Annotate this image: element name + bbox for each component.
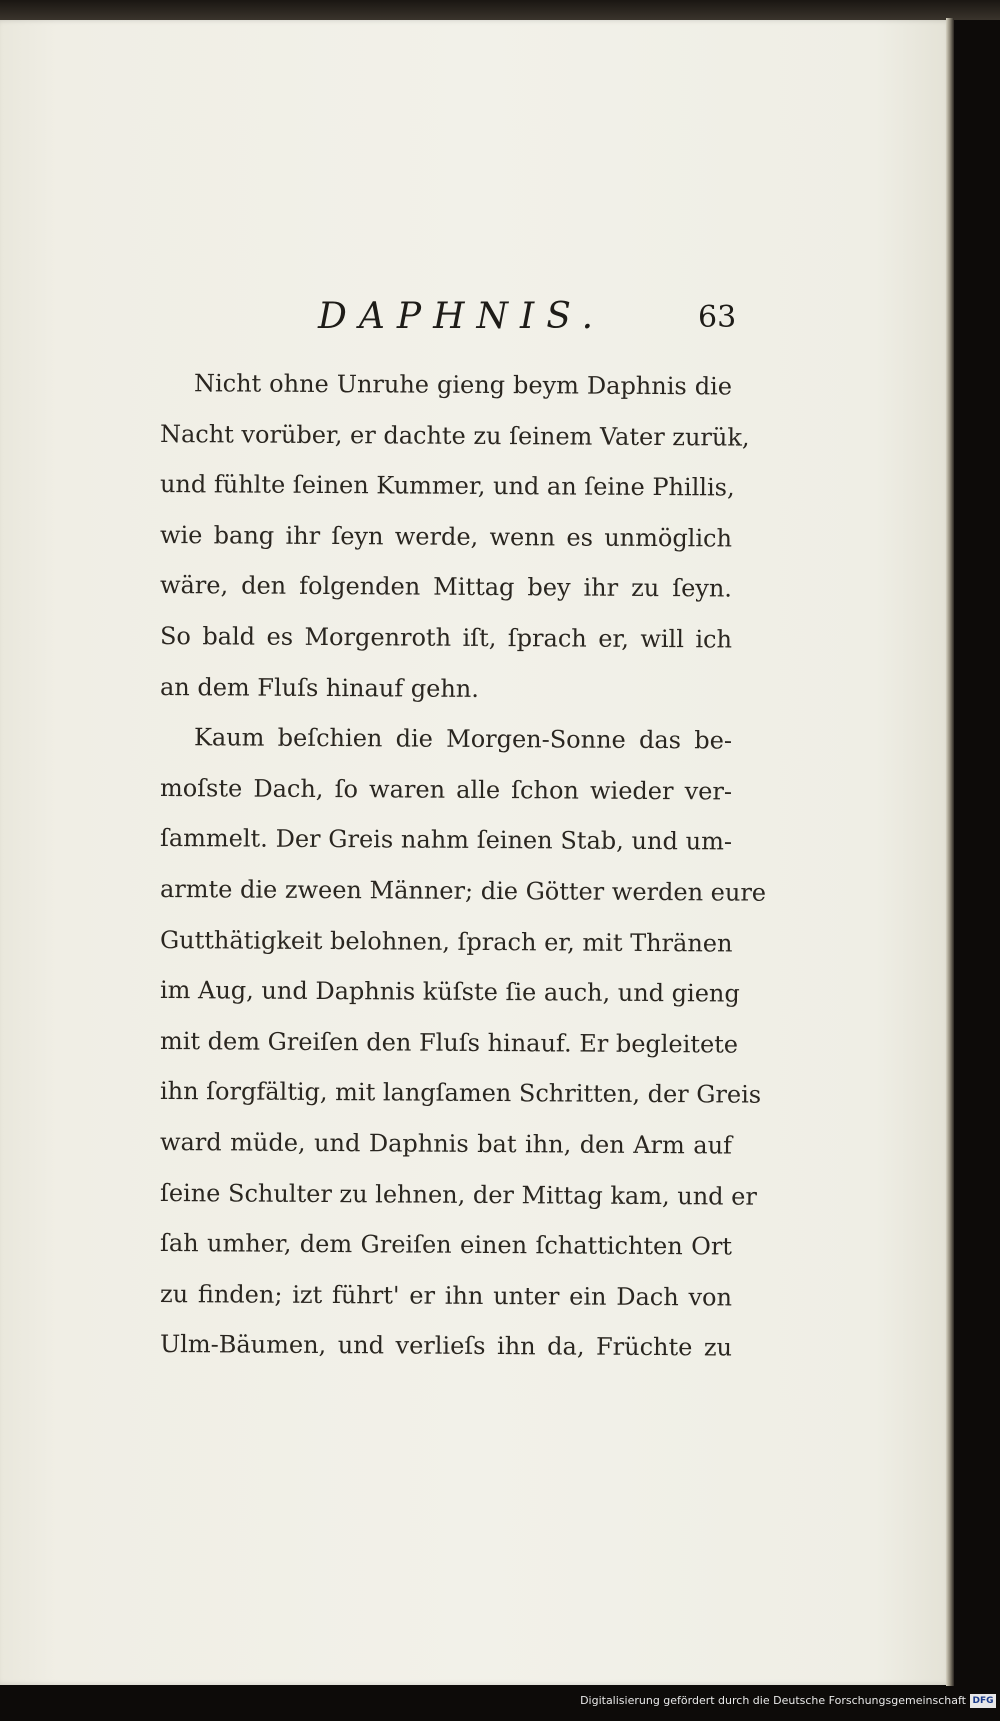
text-line: Ulm-Bäumen, und verlieſs ihn da, Früchte zu — [159, 1330, 733, 1362]
text-line: und fühlte ſeinen Kummer, und an ſeine Phillis, — [159, 470, 735, 502]
text-line: ſah umher, dem Greiſen einen ſchattichten Ort — [159, 1229, 733, 1261]
text-line: armte die zween Männer; die Götter werden eure — [159, 874, 767, 907]
page-header — [0, 296, 952, 346]
dfg-logo: DFG — [970, 1694, 996, 1708]
text-line: ſammelt. Der Greis nahm ſeinen Stab, und um- — [159, 824, 733, 856]
page-number: 63 — [698, 300, 737, 335]
text-line: im Aug, und Daphnis küſste ſie auch, und gieng — [159, 976, 740, 1008]
running-title: DAPHNIS. — [318, 296, 606, 337]
text-line: Kaum beſchien die Morgen-Sonne das be- — [193, 723, 733, 755]
text-line: wäre, den folgenden Mittag bey ihr zu ſeyn. — [159, 571, 733, 603]
text-line: ward müde, und Daphnis bat ihn, den Arm auf — [159, 1127, 733, 1160]
text-line: mit dem Greiſen den Fluſs hinauf. Er begleitete — [159, 1026, 739, 1059]
text-line: an dem Fluſs hinauf gehn. — [159, 672, 480, 703]
text-line: zu finden; izt führt' er ihn unter ein Dach von — [159, 1279, 733, 1312]
text-line: wie bang ihr ſeyn werde, wenn es unmöglich — [159, 520, 733, 553]
paragraph — [159, 358, 750, 712]
digitization-footer — [0, 1688, 1000, 1721]
scan-top-border — [0, 0, 1000, 20]
book-page — [0, 20, 952, 1685]
text-line: Nicht ohne Unruhe gieng beym Daphnis die — [193, 369, 733, 401]
text-line: ihn ſorgfältig, mit langſamen Schritten, der Greis — [159, 1077, 762, 1109]
funding-credit: Digitalisierung gefördert durch die Deutsche Forschungsgemeinschaft — [580, 1694, 966, 1707]
body-text — [159, 358, 767, 1370]
text-line: Nacht vorüber, er dachte zu ſeinem Vater zurük, — [159, 419, 750, 452]
text-line: ſeine Schulter zu lehnen, der Mittag kam, und er — [159, 1178, 757, 1211]
text-line: So bald es Morgenroth iſt, ſprach er, will ich — [159, 621, 733, 654]
text-line: Gutthätigkeit belohnen, ſprach er, mit Thränen — [159, 925, 733, 958]
paragraph — [159, 712, 767, 1370]
text-line: moſste Dach, ſo waren alle ſchon wieder ver- — [159, 773, 733, 806]
page-edge-shadow — [946, 18, 954, 1686]
